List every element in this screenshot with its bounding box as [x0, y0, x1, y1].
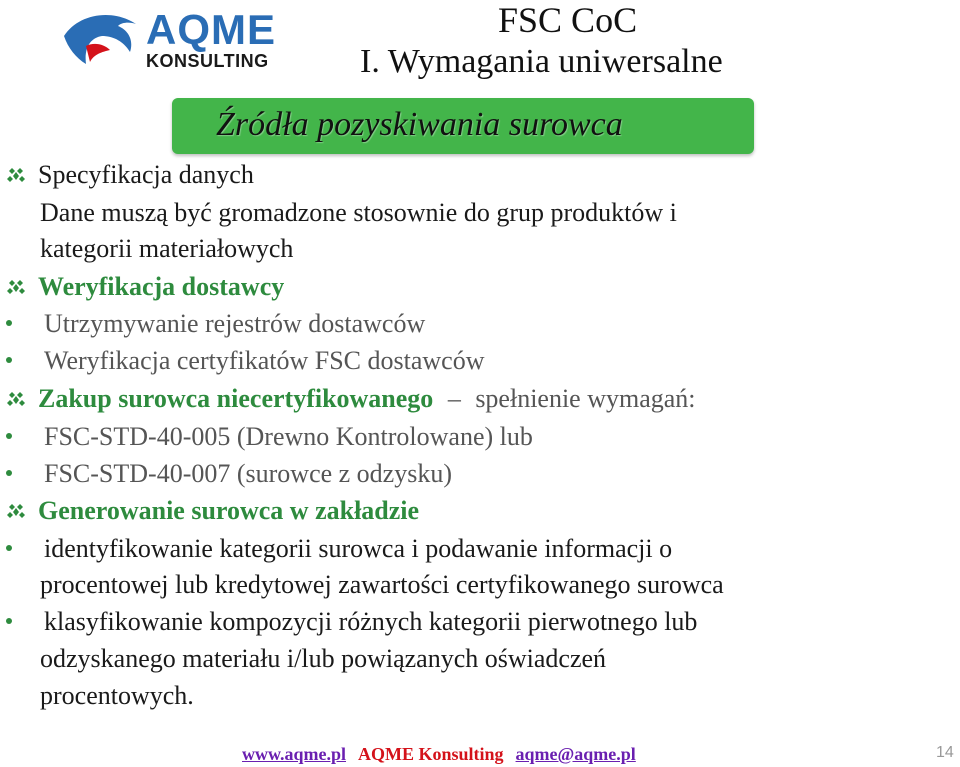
section-heading-text: Generowanie surowca w zakładzie	[38, 496, 420, 525]
list-item	[0, 342, 960, 380]
text-line: Dane muszą być gromadzone stosownie do grup produktów i	[40, 198, 677, 227]
diamond-bullet-icon	[6, 279, 26, 297]
dash: –	[447, 384, 461, 413]
section-heading-text: Zakup surowca niecertyfikowanego	[38, 384, 434, 413]
text-line: procentowych.	[40, 681, 194, 710]
section-heading-text: Specyfikacja danych	[38, 160, 254, 189]
list-item	[0, 418, 960, 456]
banner-text: Źródła pozyskiwania surowca	[216, 106, 623, 143]
logo-main-text: AQME	[146, 6, 276, 53]
bullet-dot-icon	[6, 433, 12, 439]
aqme-logo	[60, 6, 280, 74]
footer	[242, 742, 636, 766]
bullet-dot-icon	[6, 618, 12, 624]
section-heading-text: Weryfikacja dostawcy	[38, 272, 285, 301]
list-item	[0, 305, 960, 343]
diamond-bullet-icon	[6, 167, 26, 185]
list-item-text: Weryfikacja certyfikatów FSC dostawców	[44, 346, 485, 375]
list-item-text: FSC-STD-40-007 (surowce z odzysku)	[44, 459, 453, 488]
section-heading-suffix: spełnienie wymagań:	[475, 384, 696, 413]
bullet-dot-icon	[6, 357, 12, 363]
slide-title: FSC CoC	[498, 0, 638, 40]
bullet-dot-icon	[6, 320, 12, 326]
list-item	[0, 530, 960, 568]
section-banner	[172, 98, 754, 154]
list-item-text: klasyfikowanie kompozycji różnych kategorii pierwotnego lub	[44, 607, 698, 636]
diamond-bullet-icon	[6, 391, 26, 409]
website-link[interactable]: www.aqme.pl	[242, 744, 347, 764]
section-heading-3	[0, 380, 960, 418]
list-item-text: identyfikowanie kategorii surowca i podawanie informacji o	[44, 534, 673, 563]
list-item	[0, 603, 960, 641]
list-item-text: Utrzymywanie rejestrów dostawców	[44, 309, 426, 338]
company-name: AQME Konsulting	[358, 744, 504, 764]
dolphin-icon	[60, 6, 146, 74]
bullet-dot-icon	[6, 545, 12, 551]
page-number: 14	[936, 744, 954, 761]
logo-sub-text: KONSULTING	[146, 51, 269, 71]
diamond-bullet-icon	[6, 503, 26, 521]
email-link[interactable]: aqme@aqme.pl	[515, 744, 636, 764]
text-line: procentowej lub kredytowej zawartości certyfikowanego surowca	[40, 570, 724, 599]
list-item	[0, 455, 960, 493]
text-line: kategorii materiałowych	[40, 234, 294, 263]
list-item-text: FSC-STD-40-005 (Drewno Kontrolowane) lub	[44, 422, 533, 451]
slide-subtitle: I. Wymagania uniwersalne	[360, 43, 723, 80]
text-line: odzyskanego materiału i/lub powiązanych oświadczeń	[40, 644, 607, 673]
bullet-dot-icon	[6, 470, 12, 476]
